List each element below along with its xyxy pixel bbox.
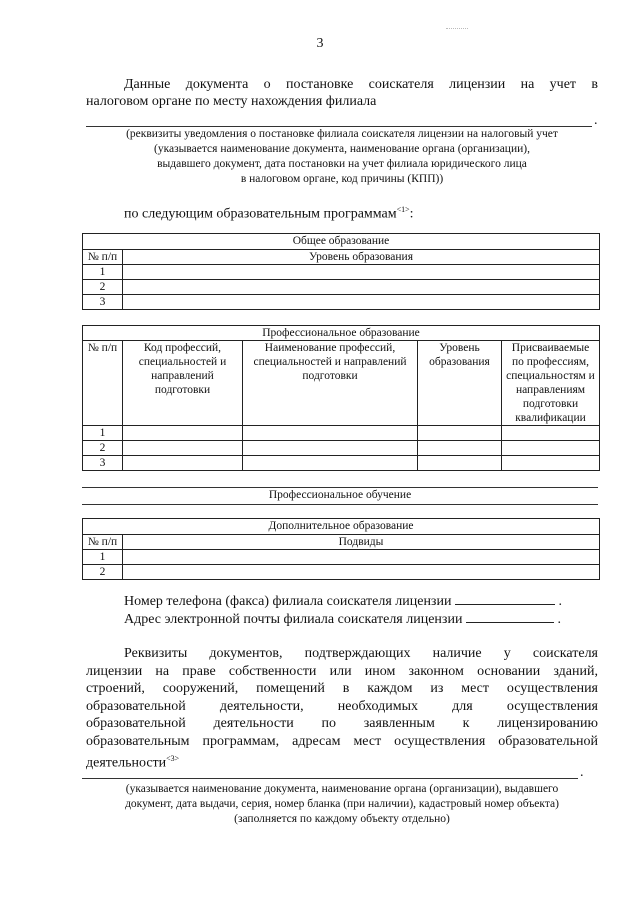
code-cell[interactable] bbox=[123, 426, 243, 441]
table-row bbox=[83, 565, 600, 580]
name-cell[interactable] bbox=[243, 426, 418, 441]
qualification-cell[interactable] bbox=[502, 456, 600, 471]
row-number: 2 bbox=[83, 441, 123, 456]
additional-col-subtype: Подвиды bbox=[123, 535, 600, 550]
scan-mark bbox=[446, 28, 468, 29]
general-col-level: Уровень образования bbox=[123, 250, 600, 265]
intro-note-line-3: выдавшего документ, дата постановки на учет филиала юридического лица bbox=[157, 158, 527, 170]
table-row bbox=[83, 456, 600, 471]
requisites-period: . bbox=[580, 765, 584, 780]
requisites-line-1: Реквизиты документов, подтверждающих наличие у соискателя bbox=[124, 646, 598, 661]
requisites-line-4: образовательной деятельности, необходимых для осуществления bbox=[86, 698, 598, 714]
requisites-line-5: образовательной деятельности по заявленным к лицензированию bbox=[86, 716, 598, 731]
intro-note-line-1: (реквизиты уведомления о постановке филиала соискателя лицензии на налоговый учет bbox=[126, 128, 558, 140]
row-number: 2 bbox=[83, 280, 123, 295]
row-number: 3 bbox=[83, 456, 123, 471]
requisites-line-2: лицензии на праве собственности или ином законном основании зданий, bbox=[86, 663, 598, 679]
row-number: 1 bbox=[83, 550, 123, 565]
row-number: 1 bbox=[83, 265, 123, 280]
level-cell[interactable] bbox=[418, 426, 502, 441]
requisites-last-word: деятельности bbox=[86, 755, 167, 771]
email-label: Адрес электронной почты филиала соискателя лицензии bbox=[124, 612, 463, 627]
intro-paragraph bbox=[86, 76, 598, 110]
level-cell[interactable] bbox=[123, 280, 600, 295]
professional-education-table bbox=[82, 325, 600, 471]
programs-heading bbox=[124, 205, 414, 223]
qualification-cell[interactable] bbox=[502, 426, 600, 441]
table-row bbox=[83, 295, 600, 310]
requisites-footnote: <3> bbox=[166, 754, 180, 763]
qualification-cell[interactable] bbox=[502, 441, 600, 456]
intro-note-line-4: в налоговом органе, код причины (КПП)) bbox=[240, 173, 444, 185]
additional-col-num: № п/п bbox=[83, 535, 123, 550]
table-row bbox=[83, 265, 600, 280]
prof-training-top-line bbox=[82, 487, 598, 488]
intro-note bbox=[82, 127, 602, 187]
professional-col-code: Код профессий, специальностей и направлений подготовки bbox=[123, 341, 243, 426]
professional-col-qualification: Присваиваемые по профессиям, специальностям и направлениям подготовки квалификации bbox=[502, 341, 600, 426]
email-line bbox=[124, 612, 561, 628]
requisites-line-3: строений, сооружений, помещений в каждом из мест осуществления bbox=[86, 681, 598, 696]
professional-col-num: № п/п bbox=[83, 341, 123, 426]
level-cell[interactable] bbox=[123, 295, 600, 310]
requisites-note-line-3: (заполняется по каждому объекту отдельно) bbox=[234, 813, 450, 825]
table-row bbox=[83, 550, 600, 565]
general-title: Общее образование bbox=[83, 234, 600, 250]
general-education-table bbox=[82, 233, 600, 310]
subtype-cell[interactable] bbox=[123, 565, 600, 580]
requisites-line-6: образовательным программам, адресам мест осуществления образовательной bbox=[86, 733, 598, 749]
row-number: 2 bbox=[83, 565, 123, 580]
prof-training-bottom-line bbox=[82, 504, 598, 505]
intro-note-line-2: (указывается наименование документа, наименование органа (организации), bbox=[154, 143, 530, 155]
professional-col-level: Уровень образования bbox=[418, 341, 502, 426]
requisites-line-7 bbox=[86, 750, 598, 772]
programs-colon: : bbox=[409, 206, 414, 222]
name-cell[interactable] bbox=[243, 456, 418, 471]
phone-field[interactable] bbox=[455, 604, 555, 605]
intro-period: . bbox=[594, 113, 598, 128]
general-col-num: № п/п bbox=[83, 250, 123, 265]
intro-line-1: Данные документа о постановке соискателя лицензии на учет в bbox=[124, 77, 598, 92]
level-cell[interactable] bbox=[418, 441, 502, 456]
email-period: . bbox=[557, 612, 561, 627]
programs-footnote: <1> bbox=[396, 205, 410, 214]
level-cell[interactable] bbox=[418, 456, 502, 471]
requisites-note bbox=[70, 782, 614, 827]
table-row bbox=[83, 280, 600, 295]
additional-title: Дополнительное образование bbox=[83, 519, 600, 535]
row-number: 1 bbox=[83, 426, 123, 441]
phone-period: . bbox=[558, 594, 562, 609]
professional-col-name: Наименование профессий, специальностей и направлений подготовки bbox=[243, 341, 418, 426]
additional-education-table bbox=[82, 518, 600, 580]
prof-training-label: Профессиональное обучение bbox=[268, 489, 412, 501]
table-row bbox=[83, 426, 600, 441]
subtype-cell[interactable] bbox=[123, 550, 600, 565]
level-cell[interactable] bbox=[123, 265, 600, 280]
phone-label: Номер телефона (факса) филиала соискателя лицензии bbox=[124, 594, 452, 609]
code-cell[interactable] bbox=[123, 441, 243, 456]
intro-line-2: налоговом органе по месту нахождения филиала bbox=[86, 94, 377, 109]
row-number: 3 bbox=[83, 295, 123, 310]
code-cell[interactable] bbox=[123, 456, 243, 471]
phone-line bbox=[124, 594, 562, 610]
requisites-fill-line bbox=[82, 778, 578, 779]
requisites-note-line-1: (указывается наименование документа, наименование органа (организации), выдавшего bbox=[125, 783, 559, 795]
requisites-note-line-2: документ, дата выдачи, серия, номер бланка (при наличии), кадастровый номер объекта) bbox=[125, 798, 559, 810]
table-row bbox=[83, 441, 600, 456]
name-cell[interactable] bbox=[243, 441, 418, 456]
programs-label: по следующим образовательным программам bbox=[124, 206, 397, 222]
professional-title: Профессиональное образование bbox=[83, 326, 600, 341]
requisites-paragraph bbox=[86, 645, 598, 772]
email-field[interactable] bbox=[466, 622, 554, 623]
page-number: 3 bbox=[316, 36, 324, 51]
